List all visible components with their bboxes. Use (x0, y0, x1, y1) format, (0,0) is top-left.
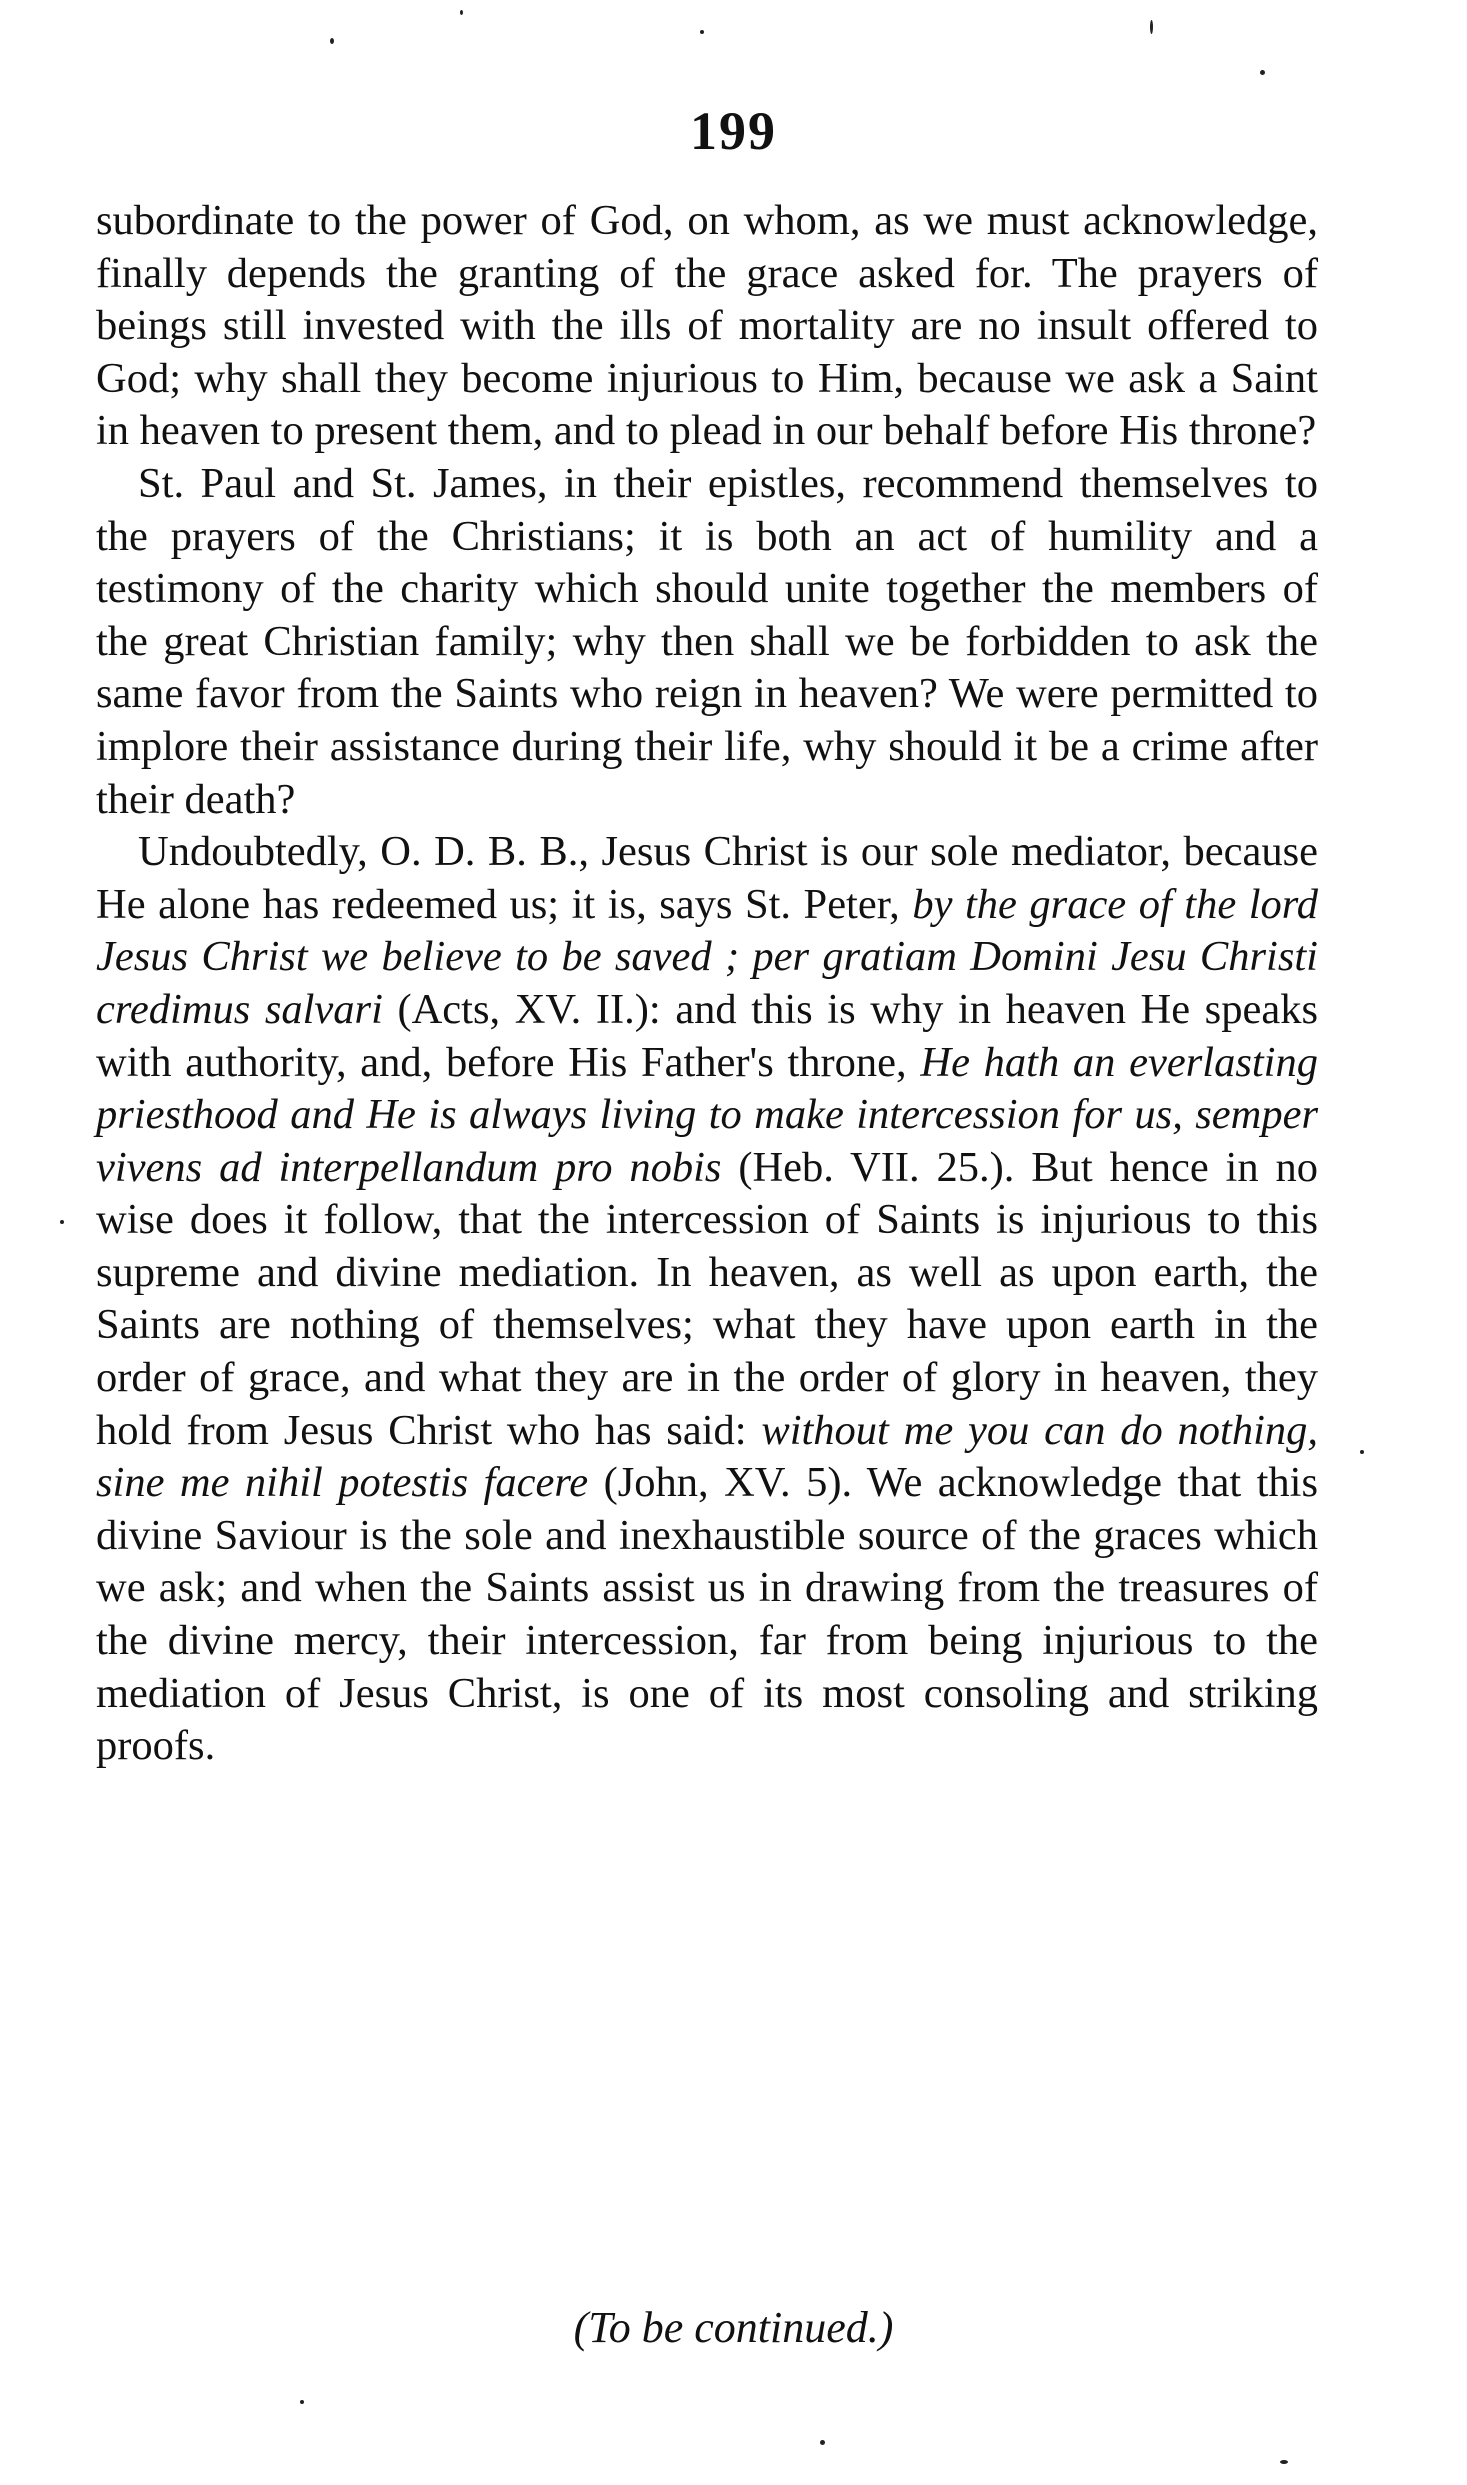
italic-quotation: by the grace of the lord Jesus Christ we believe to be saved ; per gratiam Domini Jesu Christi credimus salvari (96, 880, 1318, 1033)
continued-note: (To be continued.) (573, 2303, 894, 2352)
text-run: (John, XV. 5). We acknowledge that this divine Saviour is the sole and inexhaustible source of the graces which we ask; and when the Saints assist us in drawing from the treasures of the divine mercy, their intercession, far from being injurious to the mediation of Jesus Christ, is one of its most consoling and striking proofs. (96, 1459, 1318, 1770)
paragraph (96, 458, 1318, 826)
article-body (96, 195, 1318, 1773)
print-speck (1150, 20, 1153, 34)
text-run: Undoubtedly, O. D. B. B., Jesus Christ is our sole mediator, because He alone has redeemed us; it is, says St. Peter, (96, 828, 1318, 928)
paragraph (96, 195, 1318, 458)
text-run: (Acts, XV. II.): and this is why in heaven He speaks with authority, and, before His Father's throne, (96, 985, 1318, 1086)
print-speck (330, 38, 334, 44)
print-speck (60, 1220, 64, 1224)
text-run: subordinate to the power of God, on whom, as we must acknowledge, finally depends the granting of the grace asked for. The prayers of beings still invested with the ills of mortality are no insult offered to God; why shall they become injurious to Him, because we ask a Saint in heaven to present them, and to plead in our behalf before His throne? (96, 197, 1318, 455)
print-speck (1260, 70, 1265, 75)
paragraph (96, 826, 1318, 1773)
print-speck (300, 2400, 304, 2404)
print-speck (460, 10, 463, 15)
page-number: 199 (690, 101, 777, 161)
print-speck (820, 2440, 825, 2445)
italic-quotation: He hath an everlasting priesthood and He is always living to make intercession for us, semper vivens ad interpellandum pro nobis (96, 1038, 1318, 1191)
print-speck (700, 30, 704, 34)
italic-quotation: without me you can do nothing, sine me nihil potestis facere (96, 1406, 1319, 1507)
print-speck (1360, 1450, 1364, 1454)
text-run: St. Paul and St. James, in their epistles, recommend themselves to the prayers of the Christians; it is both an act of humility and a testimony of the charity which should unite together the members of the great Christian family; why then shall we be forbidden to ask the same favor from the Saints who reign in heaven? We were permitted to implore their assistance during their life, why should it be a crime after their death? (96, 459, 1318, 823)
text-run: (Heb. VII. 25.). But hence in no wise does it follow, that the intercession of Saints is injurious to this supreme and divine mediation. In heaven, as well as upon earth, the Saints are nothing of themselves; what they have upon earth in the order of grace, and what they are in the order of glory in heaven, they hold from Jesus Christ who has said: (96, 1143, 1318, 1454)
print-speck (1280, 2460, 1288, 2464)
